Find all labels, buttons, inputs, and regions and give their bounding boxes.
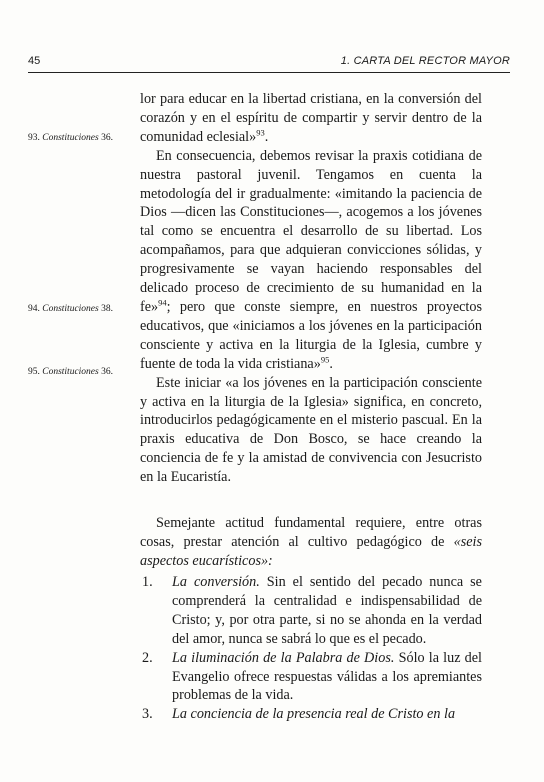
paragraph-3: Este iniciar «a los jóvenes en la participación consciente y activa en la liturgia de la Iglesia» significa, en concreto, introducirlos pedagógicamente en el misterio pascual. En la praxis educativa de Don Bosco, se hace creando la conciencia de fe y la amistad de convivencia con Jesucristo en la Eucaristía. <box>140 374 482 486</box>
note-reference: Constituciones <box>42 133 99 143</box>
page-number: 45 <box>28 55 41 67</box>
aspects-list-container <box>140 573 482 724</box>
list-item-title: La iluminación de la Palabra de Dios. <box>172 649 395 666</box>
list-item-text: Sin el sentido del pecado nunca se comprenderá la centralidad e indispensabilidad de Cristo; y, por otra parte, si no se ahonda en la verdad del amor, nunca se sabrá lo que es el pecado. <box>172 574 482 647</box>
paragraph-text: Semejante actitud fundamental requiere, entre otras cosas, prestar atención al cultivo pedagógico de <box>140 515 482 550</box>
footnote-ref: 94 <box>158 297 167 308</box>
paragraph-4 <box>140 514 482 571</box>
list-item-title: La conciencia de la presencia real de Cristo en la <box>172 706 456 723</box>
margin-note <box>28 303 113 315</box>
footnote-ref: 95 <box>320 353 330 364</box>
paragraph-text: ; pero que conste siempre, en nuestros proyectos educativos, que «iniciamos a los jóvenes en la participación consciente y activa en la liturgia de la Iglesia, cumbre y fuente de toda la vida cristiana» <box>140 298 482 372</box>
list-number: 3. <box>142 706 153 723</box>
note-reference: Constituciones <box>42 304 99 314</box>
margin-note <box>28 366 113 378</box>
margin-note <box>28 132 113 144</box>
running-head: 1. CARTA DEL RECTOR MAYOR <box>340 55 510 67</box>
note-page: 36. <box>101 133 113 143</box>
paragraph-end: . <box>329 355 333 372</box>
note-number: 93. <box>28 133 40 143</box>
list-number: 1. <box>142 574 153 590</box>
paragraph-2 <box>140 147 482 374</box>
list-number: 2. <box>142 649 153 666</box>
paragraph-end: . <box>264 128 269 145</box>
note-number: 95. <box>28 367 40 377</box>
list-item-text: Sólo la luz del Evangelio ofrece respuestas válidas a los apremiantes problemas de la vida. <box>172 649 482 704</box>
body-text-lower <box>140 514 482 571</box>
page-header <box>28 55 510 71</box>
note-page: 36. <box>101 367 113 377</box>
note-reference: Constituciones <box>42 367 99 377</box>
note-number: 94. <box>28 304 40 314</box>
list-item <box>140 649 482 706</box>
paragraph-text: lor para educar en la libertad cristiana, en la conversión del corazón y en el espíritu de compartir y servir dentro de la comunidad eclesial» <box>140 91 482 145</box>
list-item-title: La conversión. <box>172 574 260 590</box>
aspects-list <box>140 573 482 724</box>
list-item <box>140 573 482 649</box>
list-item <box>140 705 482 724</box>
body-text <box>140 90 482 487</box>
paragraph-text: En consecuencia, debemos revisar la praxis cotidiana de nuestra pastoral juvenil. Tengamos en cuenta la metodología del ir gradualmente: «imitando la paciencia de Dios —dicen las Constituciones—, acogemos a los jóvenes tal como se encuentra el desarrollo de su libertad. Los acompañamos, para que adquieran convicciones sólidas, y progresivamente se vayan haciendo responsables del delicado proceso de crecimiento de su humanidad en la fe» <box>140 147 482 315</box>
paragraph-emphasis: «seis aspectos eucarísticos»: <box>140 533 482 569</box>
footnote-ref: 93 <box>256 127 265 138</box>
note-page: 38. <box>101 304 113 314</box>
paragraph-1 <box>140 90 482 147</box>
header-rule <box>28 72 510 73</box>
